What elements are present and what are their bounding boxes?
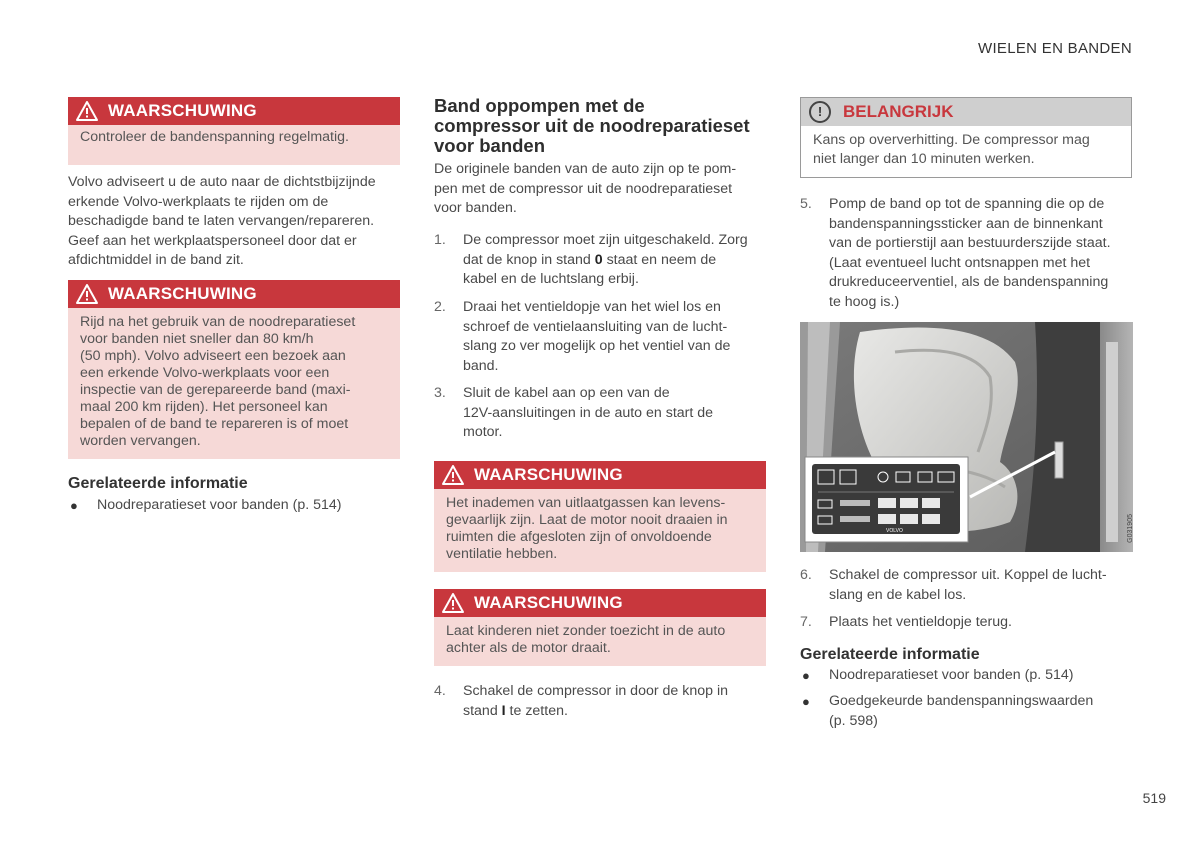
warning-box	[434, 589, 766, 666]
related-info-heading: Gerelateerde informatie	[800, 646, 980, 663]
warning-title: WAARSCHUWING	[108, 101, 257, 120]
warning-box	[68, 97, 400, 165]
exclamation-icon: !	[809, 101, 831, 123]
intro-paragraph: De originele banden van de auto zijn op te pom- pen met de compressor uit de noodreparatieset voor banden.	[434, 161, 737, 216]
step-item: 2. Draai het ventieldopje van het wiel los en schroef de ventielaansluiting van de lucht- slang zo ver mogelijk op het ventiel van de band.	[434, 299, 731, 374]
step-item: 4. Schakel de compressor in door de knop in stand I te zetten.	[434, 683, 728, 719]
warning-box	[434, 461, 766, 572]
related-link[interactable]: ● Goedgekeurde bandenspanningswaarden (p. 598)	[802, 693, 1094, 729]
step-item: 7. Plaats het ventieldopje terug.	[800, 614, 1012, 630]
chapter-title: WIELEN EN BANDEN	[978, 40, 1132, 57]
related-link[interactable]: ● Noodreparatieset voor banden (p. 514)	[800, 666, 1132, 686]
door-pillar-sticker-photo	[800, 322, 1133, 552]
warning-title: WAARSCHUWING	[474, 465, 623, 484]
warning-title: WAARSCHUWING	[474, 593, 623, 612]
important-title: BELANGRIJK	[843, 102, 954, 121]
step-item: 6. Schakel de compressor uit. Koppel de lucht- slang en de kabel los.	[800, 567, 1107, 603]
important-text: Kans op oververhitting. De compressor mag niet langer dan 10 minuten werken.	[801, 126, 1131, 177]
sticker-brand-text: VOLVO	[886, 528, 903, 534]
bullet-icon: ●	[70, 498, 78, 513]
image-code: G031905	[1127, 514, 1134, 543]
section-heading: Band oppompen met de compressor uit de noodreparatieset voor banden	[434, 95, 750, 156]
warning-triangle-icon	[76, 101, 98, 121]
important-box	[800, 97, 1132, 178]
related-link[interactable]: ● Noodreparatieset voor banden (p. 514)	[68, 496, 400, 516]
warning-triangle-icon	[76, 284, 98, 304]
warning-triangle-icon	[442, 465, 464, 485]
step-item: 1. De compressor moet zijn uitgeschakeld. Zorg dat de knop in stand 0 staat en neem de kabel en de luchtslang erbij.	[434, 232, 748, 287]
warning-triangle-icon	[442, 593, 464, 613]
warning-title: WAARSCHUWING	[108, 284, 257, 303]
step-item: 5. Pomp de band op tot de spanning die op de bandenspanningssticker aan de binnenkant van de portierstijl aan bestuurderszijde staat. (Laat eventueel lucht ontsnappen met het drukreduceerventiel, als de bandenspanning te hoog is.)	[800, 196, 1111, 310]
related-info-heading: Gerelateerde informatie	[68, 475, 248, 492]
step-item: 3. Sluit de kabel aan op een van de 12V-aansluitingen in de auto en start de motor.	[434, 385, 714, 440]
bullet-icon: ●	[802, 668, 810, 683]
advice-paragraph: Volvo adviseert u de auto naar de dichtstbijzijnde erkende Volvo-werkplaats te rijden om de beschadigde band te laten vervangen/repareren. Geef aan het werkplaatspersoneel door dat er afdichtmiddel in de band zit.	[68, 174, 376, 268]
page-number: 519	[1142, 790, 1166, 806]
warning-box	[68, 280, 400, 459]
warning-text: Controleer de bandenspanning regelmatig.	[68, 125, 400, 165]
car-interior-illustration	[800, 322, 1133, 552]
warning-text: Laat kinderen niet zonder toezicht in de auto achter als de motor draait.	[434, 617, 766, 666]
warning-text: Het inademen van uitlaatgassen kan levens- gevaarlijk zijn. Laat de motor nooit draaien in ruimten die afgesloten zijn of onvoldoende ventilatie hebben.	[434, 489, 766, 572]
warning-text: Rijd na het gebruik van de noodreparatieset voor banden niet sneller dan 80 km/h (50 mph). Volvo adviseert een bezoek aan een erkende Volvo-werkplaats voor een inspectie van de gerepareerde band (maxi- maal 200 km rijden). Het personeel kan bepalen of de band te repareren is of moet worden vervangen.	[68, 308, 400, 459]
bullet-icon: ●	[802, 694, 810, 709]
